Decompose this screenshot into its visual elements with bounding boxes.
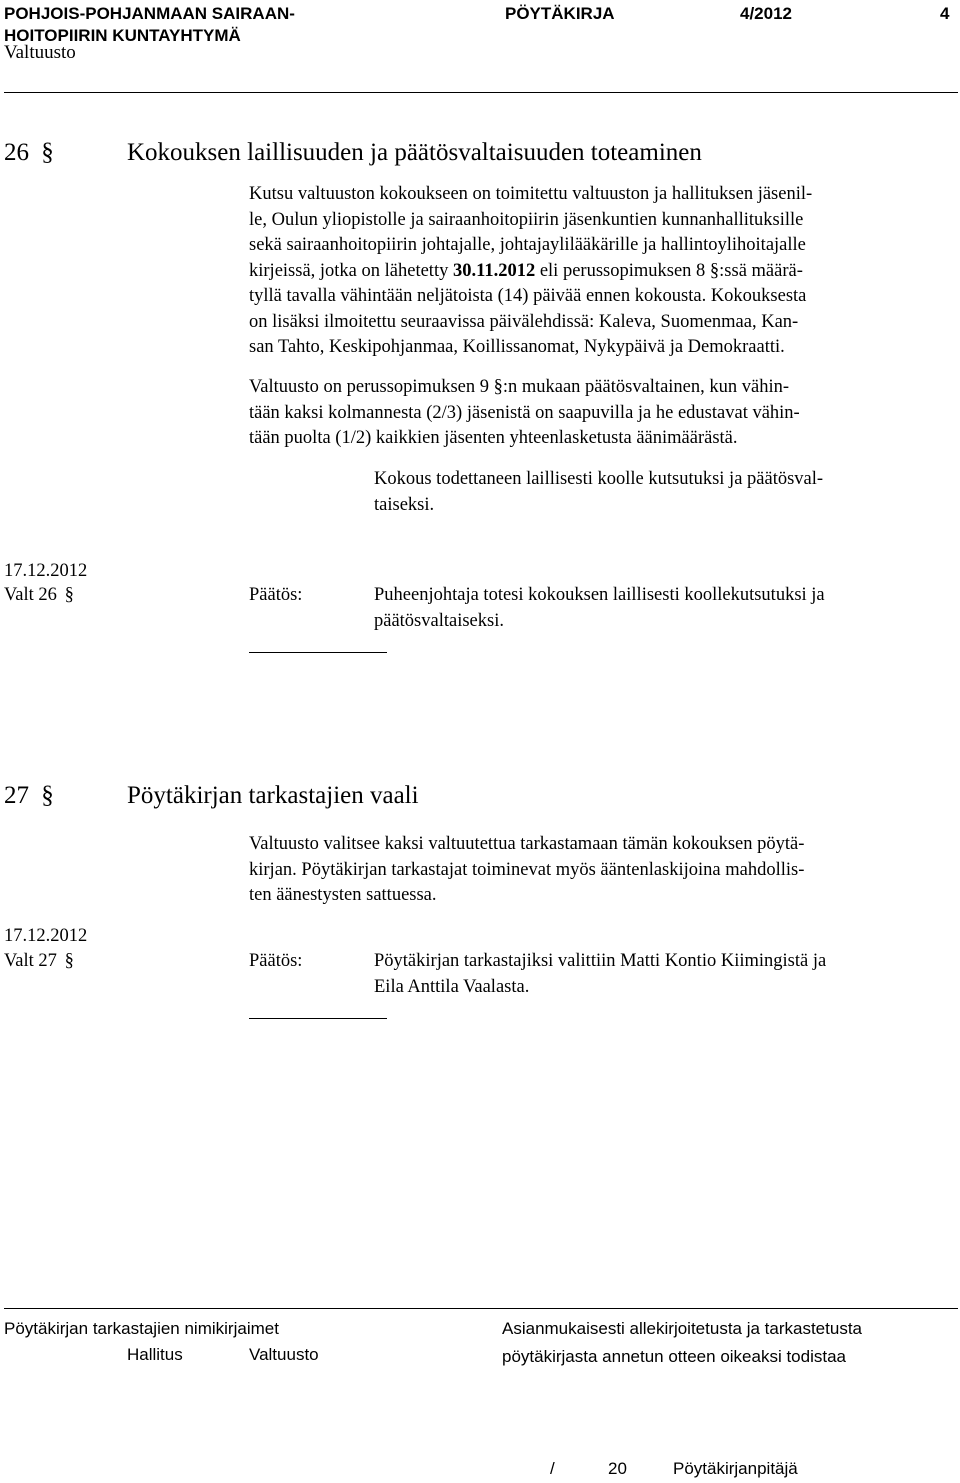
section-sign-icon: §: [64, 585, 74, 605]
page-number: 4: [940, 4, 950, 23]
section-26-decision-date: 17.12.2012: [4, 561, 88, 581]
section-27-decision-date: 17.12.2012: [4, 926, 88, 946]
initials-valtuusto: Valtuusto: [249, 1345, 319, 1364]
minute-keeper-label: Pöytäkirjanpitäjä: [673, 1459, 798, 1478]
section-26-decision-ref: Valt 26 §: [4, 585, 74, 605]
section-27-paragraph-1: Valtuusto valitsee kaksi valtuutettua tarkastamaan tämän kokouksen pöytä- kirjan. Pöytäkirjan tarkastajat toiminevat myös ääntenlaskijoina mahdollis- ten äänestysten sattuessa.: [249, 834, 805, 905]
section-26-number: 26 §: [4, 139, 54, 166]
section-27-number: 27 §: [4, 782, 54, 809]
org-line-2: HOITOPIIRIN KUNTAYHTYMÄ: [4, 26, 241, 45]
section-sign-icon: §: [493, 377, 503, 397]
section-26-paragraph-1: Kutsu valtuuston kokoukseen on toimitettu valtuuston ja hallituksen jäsenil- le, Oulun yliopistolle ja sairaanhoitopiirin jäsenkuntien kunnanhallituksille sekä sairaanhoitopiirin johtajalle, johtajaylilääkärille ja hallintoylihoitajalle kirjeissä, jotka on lähetetty 30.11.2012 eli perussopimuksen 8 §:ssä määrä- tyllä tavalla vähintään neljätoista (14) päivää ennen kokousta. Kokouksesta on lisäksi ilmoitettu seuraavissa päivälehdissä: Kaleva, Suomenmaa, Kan- san Tahto, Keskipohjanmaa, Koillissanomat, Nykypäivä ja Demokraatti.: [249, 184, 813, 357]
certification-text: Asianmukaisesti allekirjoitetusta ja tarkastetusta pöytäkirjasta annetun otteen oikeaksi todistaa: [502, 1319, 862, 1366]
section-sign-icon: §: [709, 260, 720, 281]
section-27-decision-text: Pöytäkirjan tarkastajiksi valittiin Matti Kontio Kiimingistä ja Eila Anttila Vaalasta.: [374, 951, 827, 997]
section-27-title: Pöytäkirjan tarkastajien vaali: [127, 782, 419, 809]
section-26-decision-label: Päätös:: [249, 585, 303, 605]
section-sign-icon: §: [41, 782, 54, 809]
section-26-proposal: Kokous todettaneen laillisesti koolle kutsutuksi ja päätösval- taiseksi.: [374, 469, 824, 515]
section-sign-icon: §: [64, 951, 74, 971]
header-rule: [4, 92, 958, 93]
footer-rule: [4, 1308, 958, 1309]
section-27-decision-ref: Valt 27 §: [4, 951, 74, 971]
document-number: 4/2012: [740, 4, 792, 23]
section-26-divider: [249, 652, 387, 653]
section-26-title: Kokouksen laillisuuden ja päätösvaltaisuuden toteaminen: [127, 139, 702, 166]
initials-label: Pöytäkirjan tarkastajien nimikirjaimet: [4, 1319, 279, 1338]
body-name: Valtuusto: [4, 42, 76, 63]
org-line-1: POHJOIS-POHJANMAAN SAIRAAN-: [4, 4, 295, 23]
section-26-decision-text: Puheenjohtaja totesi kokouksen laillisesti koollekutsutuksi ja päätösvaltaiseksi.: [374, 585, 825, 631]
section-26-paragraph-2: Valtuusto on perussopimuksen 9 §:n mukaan päätösvaltainen, kun vähin- tään kaksi kolmannesta (2/3) jäsenistä on saapuvilla ja he edustavat vähin- tään puolta (1/2) kaikkien jäsenten yhteenlasketusta äänimäärästä.: [249, 377, 800, 448]
meeting-invite-date: 30.11.2012: [452, 260, 536, 281]
date-slash: /: [550, 1459, 555, 1478]
section-27-decision-label: Päätös:: [249, 951, 303, 971]
document-type: PÖYTÄKIRJA: [505, 4, 615, 23]
organization-name: [4, 3, 295, 47]
section-27-divider: [249, 1018, 387, 1019]
year-prefix: 20: [608, 1459, 627, 1478]
initials-hallitus: Hallitus: [127, 1345, 183, 1364]
section-sign-icon: §: [41, 139, 54, 166]
